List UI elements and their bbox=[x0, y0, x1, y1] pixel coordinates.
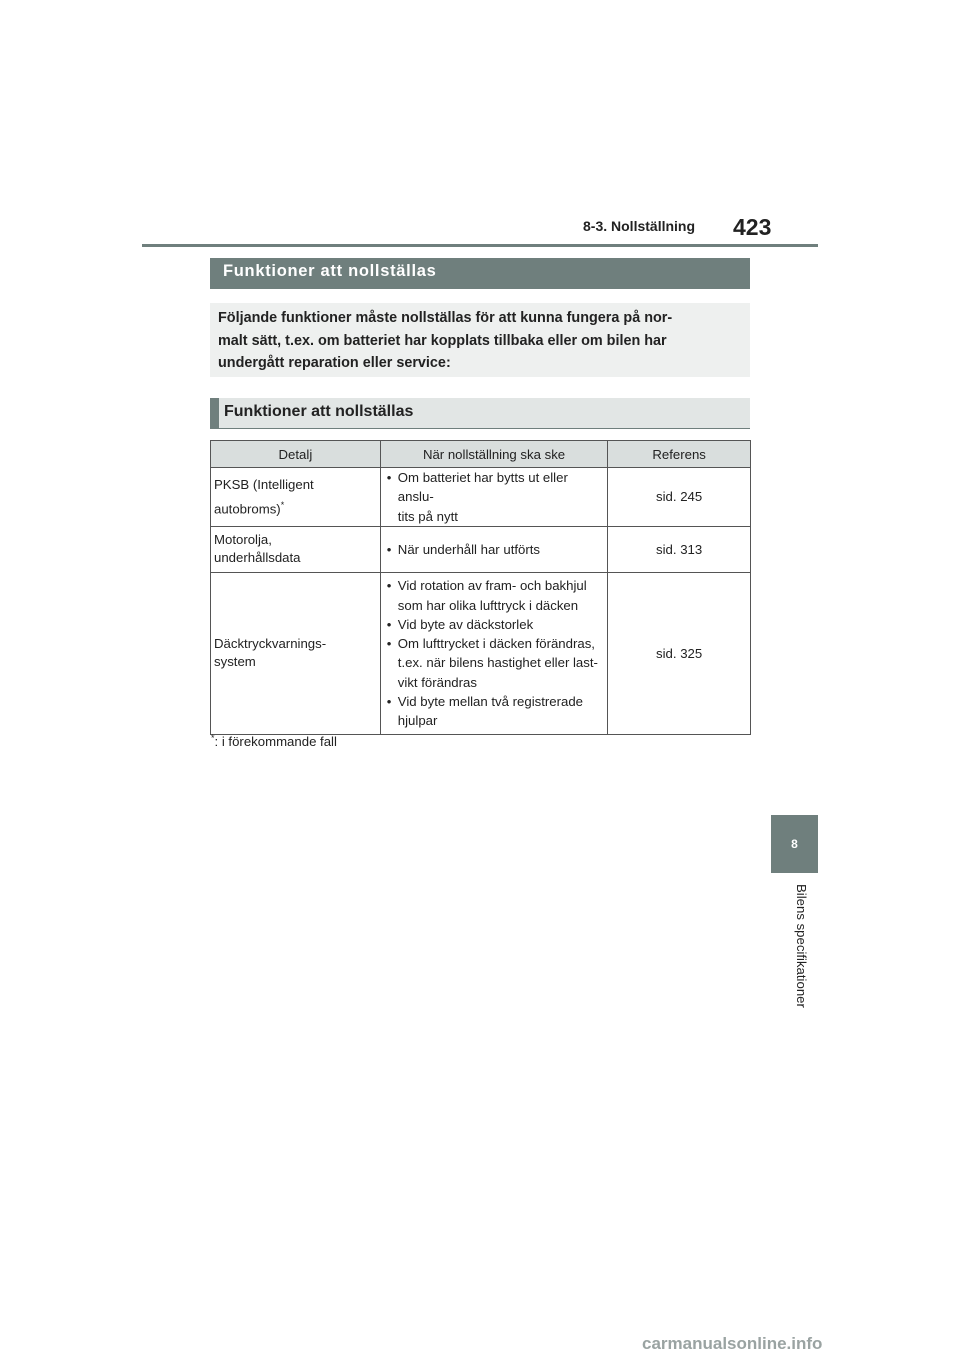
condition-item: • Vid byte mellan två registrerade hjulpar bbox=[384, 692, 604, 731]
watermark: carmanualsonline.info bbox=[642, 1334, 823, 1353]
table-row bbox=[211, 572, 751, 734]
footnote bbox=[211, 733, 337, 749]
reference-cell: sid. 325 bbox=[608, 572, 751, 734]
detail-cell bbox=[211, 572, 381, 734]
page-number: 423 bbox=[733, 214, 772, 240]
sub-heading: Funktioner att nollställas bbox=[210, 398, 750, 429]
header-divider bbox=[142, 244, 818, 247]
column-header-reference: Referens bbox=[608, 441, 751, 468]
detail-line: Motorolja, bbox=[214, 532, 272, 548]
reference-cell: sid. 313 bbox=[608, 526, 751, 572]
table-row bbox=[211, 468, 751, 527]
detail-cell bbox=[211, 526, 381, 572]
intro-line: malt sätt, t.ex. om batteriet har kopplats tillbaka eller om bilen har bbox=[218, 332, 667, 349]
chapter-label: Bilens specifikationer bbox=[794, 884, 809, 1008]
condition-item: • Om lufttrycket i däcken förändras, t.ex. när bilens hastighet eller last- vikt förändras bbox=[384, 634, 604, 692]
footnote-marker: * bbox=[211, 733, 215, 743]
condition-item: • När underhåll har utförts bbox=[384, 540, 604, 559]
conditions-cell bbox=[380, 468, 607, 527]
intro-line: Följande funktioner måste nollställas för att kunna fungera på nor- bbox=[218, 310, 673, 326]
intro-line: undergått reparation eller service: bbox=[218, 355, 451, 371]
intro-box bbox=[210, 303, 750, 377]
detail-line: system bbox=[214, 654, 256, 670]
detail-line: autobroms)* bbox=[214, 500, 285, 517]
section-title: 8-3. Nollställning bbox=[583, 218, 696, 234]
conditions-cell bbox=[380, 572, 607, 734]
chapter-tab: 8 bbox=[771, 815, 818, 873]
main-heading: Funktioner att nollställas bbox=[210, 258, 750, 289]
table-header-row bbox=[211, 441, 751, 468]
footnote-marker: * bbox=[280, 500, 285, 511]
detail-line: PKSB (Intelligent bbox=[214, 477, 314, 493]
column-header-when: När nollställning ska ske bbox=[380, 441, 607, 468]
reference-cell: sid. 245 bbox=[608, 468, 751, 527]
detail-cell bbox=[211, 468, 381, 527]
condition-item: • Om batteriet har bytts ut eller anslu- tits på nytt bbox=[384, 468, 604, 526]
conditions-cell bbox=[380, 526, 607, 572]
column-header-detail: Detalj bbox=[211, 441, 381, 468]
detail-line: Däcktryckvarnings- bbox=[214, 636, 327, 652]
footnote-text: : i förekommande fall bbox=[214, 734, 337, 749]
condition-item: • Vid byte av däckstorlek bbox=[384, 615, 604, 634]
condition-item: • Vid rotation av fram- och bakhjul som har olika lufttryck i däcken bbox=[384, 576, 604, 615]
table-row bbox=[211, 526, 751, 572]
detail-line: underhållsdata bbox=[214, 550, 301, 566]
reset-functions-table bbox=[210, 440, 751, 735]
